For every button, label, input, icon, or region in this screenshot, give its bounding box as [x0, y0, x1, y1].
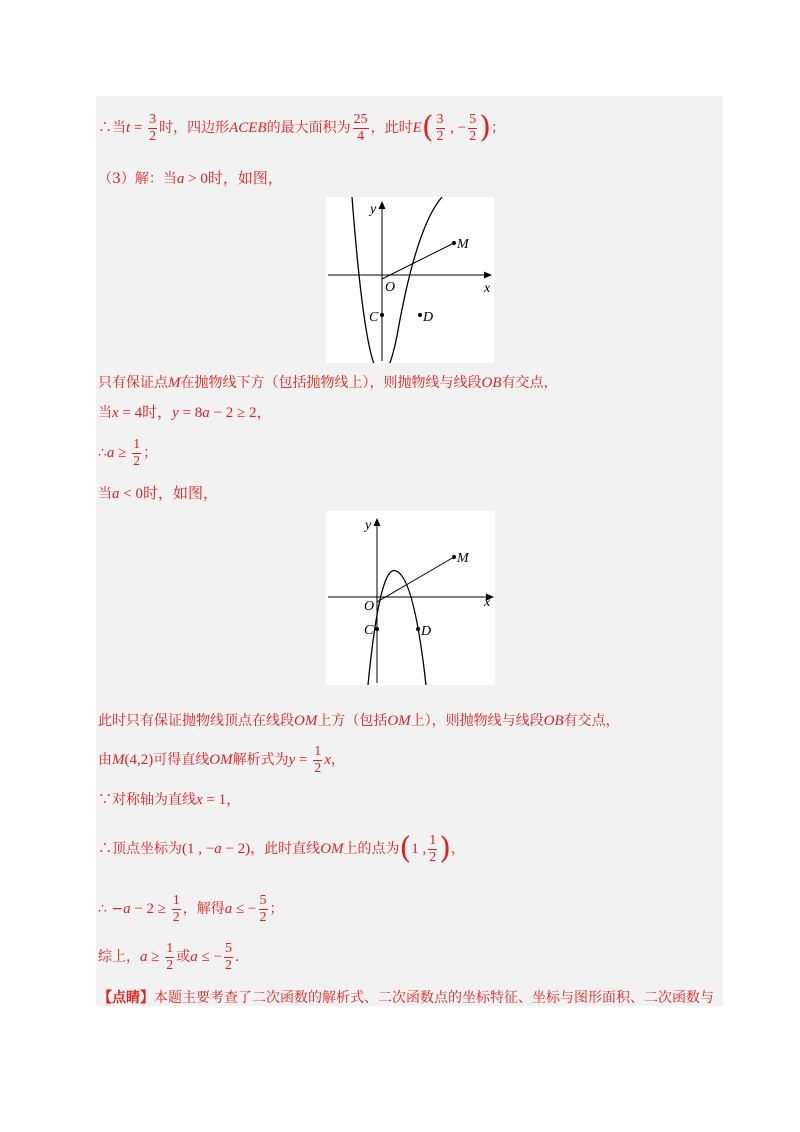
line-x-equals-4 — [98, 404, 271, 422]
fraction — [148, 113, 157, 144]
numerator: 1 — [172, 892, 180, 908]
text: 本题主要考查了二次函数的解析式、二次函数点的坐标特征、坐标与图形面积、二次函数与 — [154, 990, 714, 1006]
text: = 1， — [202, 792, 242, 808]
line-conclusion — [98, 938, 249, 976]
text: − 2 ≥ 2， — [209, 405, 272, 421]
figure-parabola-opens-down — [326, 511, 495, 685]
text: ，此时 — [370, 120, 413, 136]
var-om: OM — [320, 841, 344, 857]
text: 当 — [98, 405, 112, 421]
denominator: 2 — [259, 909, 267, 925]
text: 或 — [176, 949, 191, 965]
var-y: y — [172, 405, 179, 421]
denominator: 2 — [224, 957, 232, 973]
denominator: 2 — [469, 128, 477, 144]
text: ≥ — [114, 445, 131, 461]
label-x: x — [484, 595, 491, 610]
key-point-label: 【点睛】 — [98, 990, 154, 1006]
text: ， — [450, 841, 465, 857]
line-condition-m-below — [98, 374, 558, 392]
label-o: O — [385, 280, 396, 295]
var-a: a — [140, 949, 148, 965]
fraction — [353, 113, 369, 144]
numerator: 5 — [224, 940, 232, 956]
text: − 2 ≥ — [130, 901, 170, 917]
label-d: D — [423, 310, 434, 325]
denominator: 2 — [436, 128, 444, 144]
text: 在抛物线下方（包括抛物线上），则抛物线与线段 — [180, 375, 482, 391]
text: (1 , − — [182, 841, 215, 857]
fraction — [428, 834, 437, 865]
line-max-area: ∴当t = $\frac{3}{2}$ 时，四边形ACEB的最大面积为 $\frac{25}{4}$ ，此时E( $\frac{3}{2}$ , − $\frac{5}{2}$ )； — [98, 110, 505, 145]
point-m — [452, 555, 456, 559]
text: 只有保证点 — [98, 375, 168, 391]
denominator: 2 — [429, 849, 437, 865]
fraction — [436, 113, 445, 144]
var-a: a — [224, 901, 233, 917]
var-a: a — [176, 171, 185, 187]
denominator: 4 — [357, 128, 365, 144]
text: ≤ − — [232, 901, 257, 917]
numerator: 1 — [314, 743, 322, 759]
text: ； — [143, 445, 158, 461]
point-d — [416, 627, 420, 631]
parabola-curve — [352, 197, 442, 363]
text: 上的点为 — [343, 841, 400, 857]
fraction — [132, 438, 141, 469]
line-axis-of-symmetry — [98, 791, 241, 809]
line-case-a-positive — [98, 170, 283, 188]
text: = 4时， — [118, 405, 173, 421]
label-y: y — [370, 202, 377, 217]
var-x: x — [196, 792, 203, 808]
label-x: x — [484, 281, 491, 296]
var-ob: OB — [543, 713, 564, 729]
text: 综上， — [98, 949, 140, 965]
line-om-equation — [98, 741, 345, 779]
text: − — [454, 120, 467, 136]
var-a: a — [123, 901, 131, 917]
label-d: D — [421, 624, 432, 639]
text: ． — [234, 949, 249, 965]
var-t: t — [126, 120, 131, 136]
var-a: a — [202, 405, 210, 421]
text: 上方（包括 — [317, 713, 388, 729]
label-y: y — [365, 518, 372, 533]
line-vertex-above-om — [98, 712, 620, 730]
text: ∴当 — [98, 120, 126, 136]
text: ∴ − — [98, 901, 124, 917]
var-ob: OB — [481, 375, 502, 391]
var-m: M — [112, 752, 125, 768]
numerator: 3 — [436, 111, 444, 127]
numerator: 1 — [429, 832, 437, 848]
text: 可得直线 — [153, 752, 210, 768]
var-a: a — [190, 949, 198, 965]
text: ，解得 — [182, 901, 225, 917]
text: 的最大面积为 — [266, 120, 351, 136]
text: > 0时，如图， — [184, 171, 283, 187]
label-o: O — [364, 599, 375, 614]
line-a-ge-half — [98, 434, 157, 472]
denominator: 2 — [149, 128, 157, 144]
text: ； — [490, 120, 505, 136]
text: ∴ — [98, 445, 107, 461]
text: ，此时直线 — [250, 841, 321, 857]
text: (4,2) — [124, 752, 154, 768]
text: 有交点， — [563, 713, 620, 729]
text: ； — [269, 901, 284, 917]
var-a: a — [106, 445, 115, 461]
var-e: E — [412, 120, 422, 136]
text: ∵对称轴为直线 — [98, 792, 196, 808]
text: 时，四边形 — [159, 120, 230, 136]
text: = — [295, 752, 312, 768]
text: 由 — [98, 752, 112, 768]
denominator: 2 — [314, 760, 322, 776]
text: 有交点， — [501, 375, 558, 391]
text: = 8 — [178, 405, 203, 421]
text: 解析式为 — [232, 752, 289, 768]
denominator: 2 — [133, 453, 141, 469]
var-m: M — [168, 375, 181, 391]
point-c — [375, 627, 379, 631]
var-a: a — [112, 486, 120, 502]
var-aceb: ACEB — [229, 120, 267, 136]
text: （3）解：当 — [98, 171, 177, 187]
fraction — [313, 745, 322, 776]
text: ∴顶点坐标为 — [98, 841, 182, 857]
text: ≥ — [147, 949, 164, 965]
var-x: x — [324, 752, 331, 768]
point-m — [452, 241, 456, 245]
point-c — [380, 313, 384, 317]
line-vertex-coordinates: ∴顶点坐标为(1 , −a − 2)，此时直线OM上的点为(1 , $\frac{1}{2}$ )， — [98, 831, 465, 866]
text: < 0时，如图， — [119, 486, 218, 502]
segment-om — [377, 557, 454, 602]
var-om: OM — [294, 713, 318, 729]
text: 此时只有保证抛物线顶点在线段 — [98, 713, 294, 729]
numerator: 1 — [133, 436, 141, 452]
text: ， — [330, 752, 345, 768]
label-c: C — [364, 623, 374, 638]
line-solve-inequality — [98, 890, 284, 928]
var-om: OM — [209, 752, 233, 768]
numerator: 3 — [149, 111, 157, 127]
point-d — [418, 313, 422, 317]
fraction — [165, 942, 174, 973]
figure-parabola-opens-up — [326, 197, 494, 363]
text: 上），则抛物线与线段 — [410, 713, 544, 729]
label-m: M — [457, 237, 469, 252]
fraction — [259, 894, 268, 925]
var-x: x — [112, 405, 119, 421]
text: , — [446, 120, 455, 136]
text: − 2) — [221, 841, 251, 857]
numerator: 5 — [259, 892, 267, 908]
fraction — [172, 894, 181, 925]
text: 1 , — [411, 841, 427, 857]
text: = — [130, 120, 147, 136]
text: ≤ − — [197, 949, 222, 965]
denominator: 2 — [172, 909, 180, 925]
text: 当 — [98, 486, 112, 502]
label-c: C — [369, 310, 379, 325]
numerator: 5 — [469, 111, 477, 127]
denominator: 2 — [166, 957, 174, 973]
fraction — [468, 113, 477, 144]
var-a: a — [214, 841, 222, 857]
label-m: M — [457, 551, 469, 566]
numerator: 1 — [166, 940, 174, 956]
line-case-a-negative — [98, 485, 218, 503]
numerator: 25 — [353, 111, 368, 127]
var-om: OM — [387, 713, 411, 729]
line-key-point — [98, 989, 714, 1007]
segment-om — [382, 243, 454, 279]
fraction — [224, 942, 233, 973]
var-y: y — [288, 752, 296, 768]
